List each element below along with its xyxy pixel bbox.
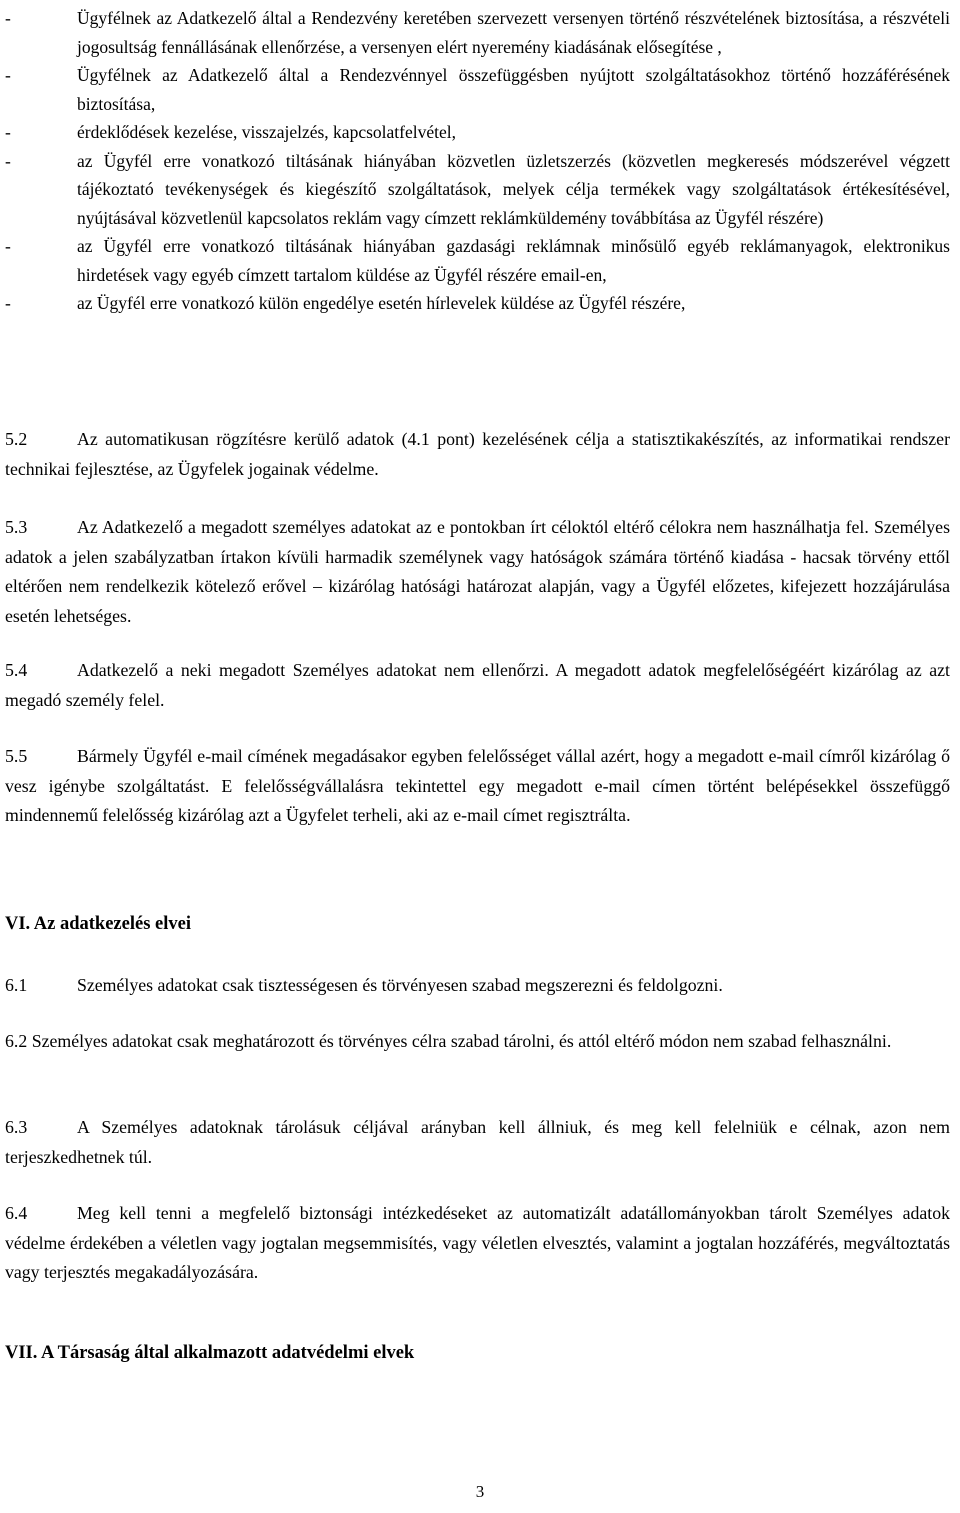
section-number: 6.2 [5, 1031, 28, 1051]
paragraph-text: A Személyes adatoknak tárolásuk céljával arányban kell állniuk, és meg kell felelniük e célnak, azon nem terjeszkedhetnek túl. [5, 1117, 950, 1167]
list-item [0, 289, 960, 318]
section-heading-vi: VI. Az adatkezelés elvei [5, 914, 191, 934]
bullet-dash: - [5, 293, 11, 313]
section-number: 5.3 [5, 517, 28, 537]
paragraph-5-2 [5, 425, 950, 484]
bullet-dash: - [5, 122, 11, 142]
paragraph-6-2 [5, 1027, 950, 1057]
paragraph-text: Meg kell tenni a megfelelő biztonsági intézkedéseket az automatizált adatállományokban tárolt Személyes adatok védelme érdekében a véletlen vagy jogtalan megsemmisítés, vagy véletlen elvesztés, valamint a jogtalan hozzáférés, megváltoztatás vagy terjesztés megakadályozására. [5, 1203, 950, 1282]
paragraph-text: Adatkezelő a neki megadott Személyes adatokat nem ellenőrzi. A megadott adatok megfelelőségéért kizárólag az azt megadó személy felel. [5, 660, 950, 710]
section-number: 5.4 [5, 660, 28, 680]
section-number: 6.1 [5, 975, 28, 995]
list-item [0, 118, 960, 147]
list-item [0, 4, 960, 61]
section-number: 6.3 [5, 1117, 28, 1137]
paragraph-text: Az Adatkezelő a megadott személyes adatokat az e pontokban írt céloktól eltérő célokra nem használhatja fel. Személyes adatok a jelen szabályzatban írtakon kívüli harmadik személynek vagy hatóságok számára történő kiadása - hacsak törvény ettől eltérően nem rendelkezik kötelező erővel – kizárólag hatósági határozat alapján, vagy a Ügyfél előzetes, kifejezett hozzájárulása esetén lehetséges. [5, 517, 950, 626]
paragraph-6-1 [5, 971, 950, 1001]
bullet-text: érdeklődések kezelése, visszajelzés, kapcsolatfelvétel, [77, 122, 456, 142]
bullet-text: az Ügyfél erre vonatkozó tiltásának hiányában gazdasági reklámnak minősülő egyéb reklámanyagok, elektronikus hirdetések vagy egyéb címzett tartalom küldése az Ügyfél részére email-en, [77, 236, 950, 285]
paragraph-text: Személyes adatokat csak tisztességesen és törvényesen szabad megszerezni és feldolgozni. [77, 975, 723, 995]
bullet-text: Ügyfélnek az Adatkezelő által a Rendezvénnyel összefüggésben nyújtott szolgáltatásokhoz történő hozzáférésének biztosítása, [77, 65, 950, 114]
list-item [0, 61, 960, 118]
section-heading-vii: VII. A Társaság által alkalmazott adatvédelmi elvek [5, 1343, 415, 1363]
list-item [0, 232, 960, 289]
bullet-text: az Ügyfél erre vonatkozó tiltásának hiányában közvetlen üzletszerzés (közvetlen megkeresés módszerével végzett tájékoztató tevékenységek és kiegészítő szolgáltatások, melyek célja termékek vagy szolgáltatások értékesítésével, nyújtásával közvetlenül kapcsolatos reklám vagy címzett reklámküldemény továbbítása az Ügyfél részére) [77, 150, 950, 228]
bullet-dash: - [5, 236, 11, 256]
bullet-dash: - [5, 8, 11, 28]
bullet-text: Ügyfélnek az Adatkezelő által a Rendezvény keretében szervezett versenyen történő részvételének biztosítása, a részvételi jogosultság fennállásának ellenőrzése, a versenyen elért nyeremény kiadásának elősegítése , [77, 8, 950, 57]
paragraph-5-4 [5, 656, 950, 715]
paragraph-5-5 [5, 742, 950, 831]
paragraph-5-3 [5, 513, 950, 631]
paragraph-text: Személyes adatokat csak meghatározott és törvényes célra szabad tárolni, és attól eltérő módon nem szabad felhasználni. [31, 1031, 892, 1051]
paragraph-text: Bármely Ügyfél e-mail címének megadásakor egyben felelősséget vállal azért, hogy a megadott e-mail címről kizárólag ő vesz igénybe szolgáltatást. E felelősségvállalásra tekintettel egy megadott e-mail címen történt belépésekkel összefüggő mindennemű felelősség kizárólag azt a Ügyfelet terheli, aki az e-mail címet regisztrálta. [5, 746, 950, 825]
bullet-dash: - [5, 150, 11, 171]
section-number: 5.2 [5, 429, 28, 449]
paragraph-6-3 [5, 1113, 950, 1172]
paragraph-6-4 [5, 1199, 950, 1288]
section-number: 6.4 [5, 1203, 28, 1223]
paragraph-text: Az automatikusan rögzítésre kerülő adatok (4.1 pont) kezelésének célja a statisztikakészítés, az informatikai rendszer technikai fejlesztése, az Ügyfelek jogainak védelme. [5, 429, 950, 479]
purpose-bullet-list [0, 4, 960, 318]
page-number: 3 [475, 1482, 485, 1501]
bullet-text: az Ügyfél erre vonatkozó külön engedélye esetén hírlevelek küldése az Ügyfél részére, [77, 293, 686, 313]
bullet-dash: - [5, 65, 11, 85]
section-number: 5.5 [5, 746, 28, 766]
list-item [0, 147, 960, 233]
